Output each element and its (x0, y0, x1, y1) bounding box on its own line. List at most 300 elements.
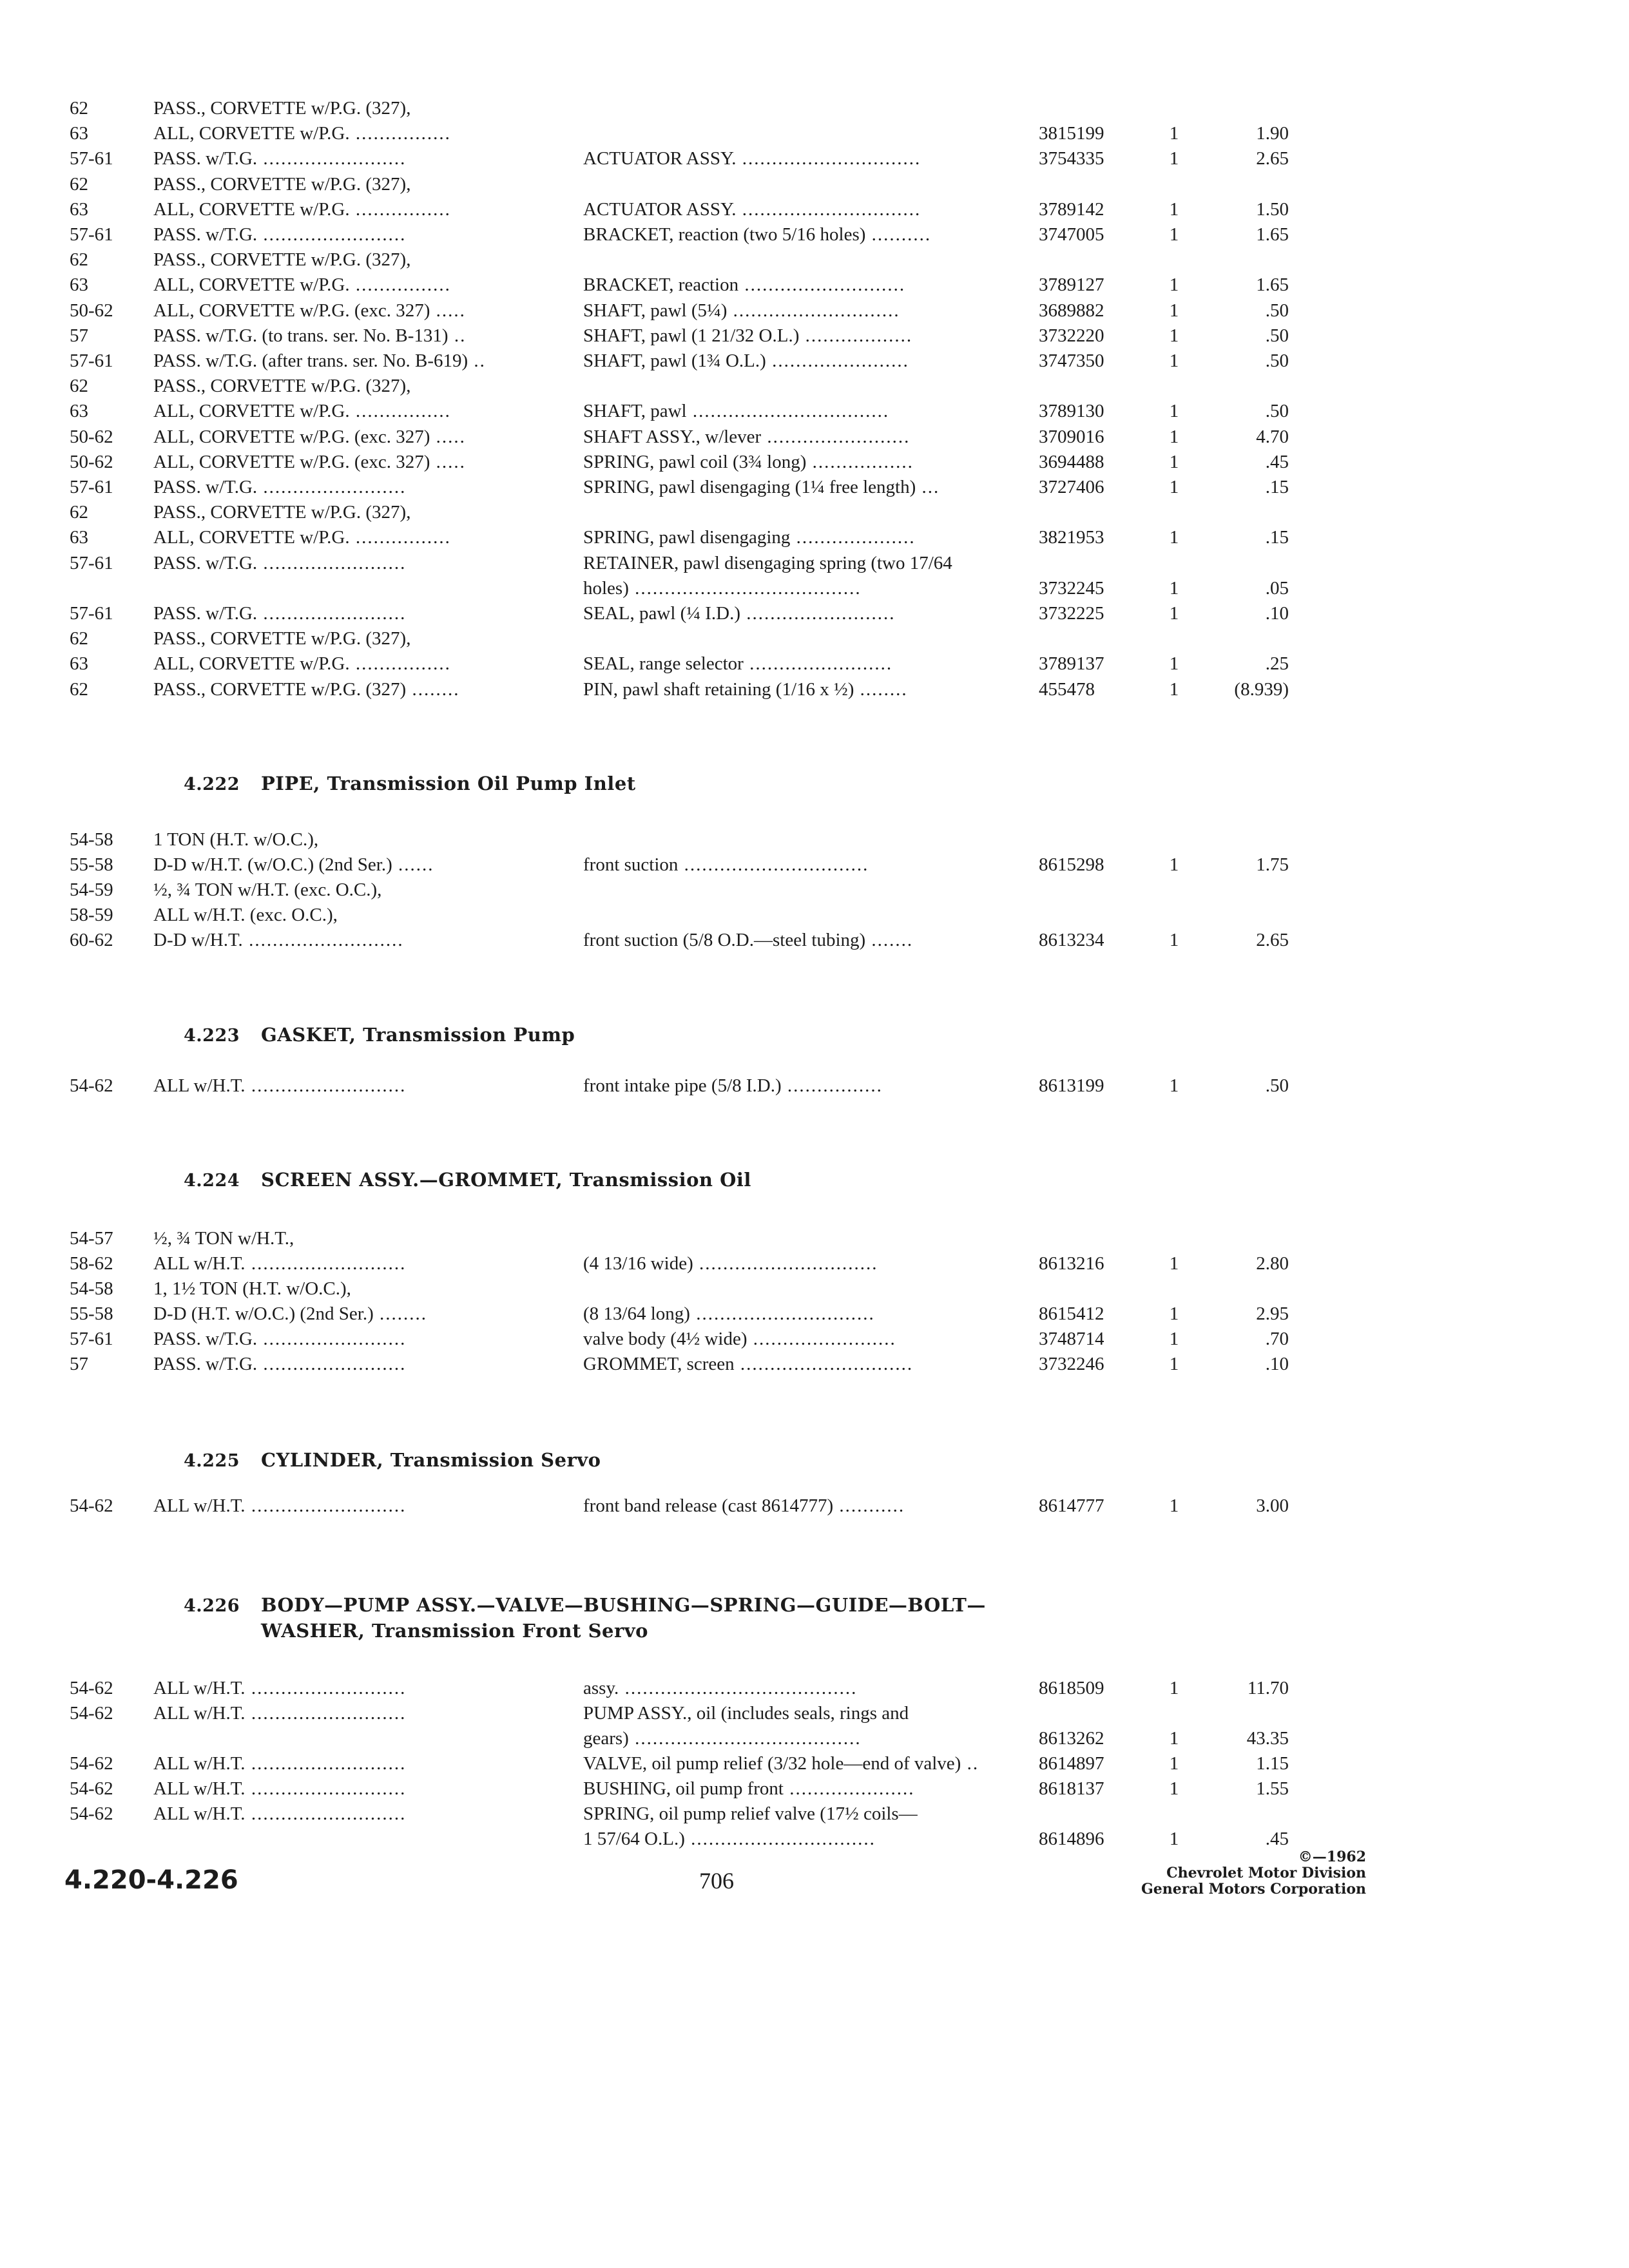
leader-dots: ........................ (257, 603, 407, 624)
model-years: 55-58 (70, 1303, 113, 1324)
part-description: SPRING, pawl disengaging (1¼ free length) ... (583, 477, 940, 497)
part-number: 3815199 (1039, 123, 1104, 144)
quantity: 1 (1169, 1829, 1179, 1849)
leader-dots: ....................... (766, 351, 909, 371)
part-description: ACTUATOR ASSY. .............................. (583, 198, 921, 220)
parts-row (0, 877, 1629, 903)
parts-row (0, 1225, 1629, 1251)
section-title: PIPE, Transmission Oil Pump Inlet (261, 773, 636, 794)
model-years: 54-58 (70, 1278, 113, 1299)
leader-dots: .................. (799, 325, 913, 346)
leader-dots: .......... (865, 224, 932, 245)
list-price: .15 (1265, 527, 1289, 548)
section-title: SCREEN ASSY.—GROMMET, Transmission Oil (261, 1169, 751, 1191)
model-years: 57 (70, 325, 88, 346)
part-description: front band release (cast 8614777) ........... (583, 1495, 905, 1516)
leader-dots: ........................ (257, 477, 407, 497)
parts-row (0, 1351, 1629, 1377)
leader-dots: .......................... (245, 1678, 407, 1698)
part-number: 3789142 (1039, 198, 1104, 220)
list-price: 1.90 (1256, 123, 1289, 144)
model-application: ALL, CORVETTE w/P.G. ................ (153, 401, 451, 422)
part-number: 8613234 (1039, 930, 1104, 950)
leader-dots: ...... (392, 854, 434, 875)
leader-dots: .................... (790, 527, 916, 548)
list-price: .25 (1265, 653, 1289, 675)
list-price: 2.65 (1256, 930, 1289, 950)
quantity: 1 (1169, 148, 1179, 169)
part-description: front suction (5/8 O.D.—steel tubing) ....... (583, 930, 914, 950)
leader-dots: ....................................... (619, 1678, 858, 1698)
quantity: 1 (1169, 930, 1179, 950)
leader-dots: .......................... (245, 1253, 407, 1274)
quantity: 1 (1169, 1778, 1179, 1799)
model-years: 58-62 (70, 1253, 113, 1274)
model-application: D-D (H.T. w/O.C.) (2nd Ser.) ........ (153, 1303, 428, 1324)
quantity: 1 (1169, 653, 1179, 675)
parts-row (0, 120, 1629, 146)
leader-dots: .............................. (693, 1253, 878, 1274)
leader-dots: .......................... (245, 1778, 407, 1799)
list-price: 4.70 (1256, 426, 1289, 447)
model-application: ALL w/H.T. .......................... (153, 1703, 407, 1724)
list-price: .50 (1265, 401, 1289, 422)
parts-row (0, 550, 1629, 576)
model-years: 54-58 (70, 829, 113, 850)
part-number: 3727406 (1039, 477, 1104, 497)
parts-row (0, 348, 1629, 374)
part-description: BUSHING, oil pump front ..................... (583, 1778, 915, 1799)
model-years: 62 (70, 98, 88, 119)
section-heading (184, 770, 636, 798)
model-years: 63 (70, 527, 88, 548)
part-number: 8613262 (1039, 1728, 1104, 1749)
publisher-credit (1095, 1849, 1366, 1898)
leader-dots: ............................... (678, 854, 869, 875)
model-years: 57 (70, 1354, 88, 1374)
model-years: 62 (70, 173, 88, 195)
leader-dots: ........ (854, 678, 908, 700)
leader-dots: ................ (781, 1075, 883, 1096)
leader-dots: ........................ (257, 1329, 407, 1349)
parts-row (0, 1301, 1629, 1327)
list-price: .70 (1265, 1329, 1289, 1349)
model-application: 1 TON (H.T. w/O.C.), (153, 829, 319, 850)
model-application: ALL, CORVETTE w/P.G. (exc. 327) ..... (153, 426, 466, 447)
part-description: holes) ...................................... (583, 577, 862, 599)
list-price: .05 (1265, 577, 1289, 599)
parts-row (0, 1073, 1629, 1099)
model-application: PASS. w/T.G. ........................ (153, 1354, 407, 1374)
quantity: 1 (1169, 198, 1179, 220)
parts-row (0, 398, 1629, 424)
leader-dots: ................ (349, 527, 451, 548)
list-price: 1.55 (1256, 1778, 1289, 1799)
part-description: front suction ............................... (583, 854, 869, 875)
part-description: 1 57/64 O.L.) ............................... (583, 1829, 876, 1849)
leader-dots: ........ (373, 1303, 428, 1324)
parts-row (0, 474, 1629, 500)
model-years: 54-59 (70, 879, 113, 900)
quantity: 1 (1169, 1753, 1179, 1774)
part-description: BRACKET, reaction ........................... (583, 274, 906, 296)
model-application: ALL w/H.T. .......................... (153, 1495, 407, 1516)
quantity: 1 (1169, 603, 1179, 624)
model-application: ½, ¾ TON w/H.T., (153, 1228, 294, 1249)
parts-row (0, 601, 1629, 626)
leader-dots: ................ (349, 274, 451, 296)
model-years: 57-61 (70, 224, 113, 245)
section-number: 4.222 (184, 774, 240, 794)
list-price: .15 (1265, 477, 1289, 497)
division: Chevrolet Motor Division (1166, 1865, 1366, 1881)
model-application: ALL, CORVETTE w/P.G. ................ (153, 274, 451, 296)
leader-dots: ...................................... (628, 577, 862, 599)
model-years: 50-62 (70, 300, 113, 321)
model-years: 63 (70, 653, 88, 675)
model-years: 62 (70, 628, 88, 649)
section-title: CYLINDER, Transmission Servo (261, 1449, 601, 1471)
parts-row (0, 323, 1629, 349)
model-application: ALL w/H.T. (exc. O.C.), (153, 905, 338, 925)
part-number: 8615412 (1039, 1303, 1104, 1324)
model-application: ALL, CORVETTE w/P.G. ................ (153, 198, 451, 220)
section-heading-line-2 (261, 1617, 648, 1644)
part-number: 8618509 (1039, 1678, 1104, 1698)
leader-dots: ........... (833, 1495, 905, 1516)
part-number: 8613199 (1039, 1075, 1104, 1096)
model-years: 54-62 (70, 1703, 113, 1724)
model-application: PASS. w/T.G. ........................ (153, 148, 407, 169)
parts-row (0, 1251, 1629, 1276)
leader-dots: .......................... (245, 1703, 407, 1724)
section-heading (184, 1021, 575, 1050)
part-number: 8615298 (1039, 854, 1104, 875)
leader-dots: .......................... (245, 1075, 407, 1096)
quantity: 1 (1169, 224, 1179, 245)
list-price: 1.50 (1256, 198, 1289, 220)
section-heading (184, 1166, 751, 1195)
quantity: 1 (1169, 1075, 1179, 1096)
parts-row (0, 272, 1629, 298)
model-application: PASS., CORVETTE w/P.G. (327), (153, 173, 411, 195)
leader-dots: ........ (406, 678, 460, 700)
part-number: 3754335 (1039, 148, 1104, 169)
list-price: 2.65 (1256, 148, 1289, 169)
model-years: 57-61 (70, 603, 113, 624)
list-price: (8.939) (1234, 678, 1289, 700)
part-number: 8614897 (1039, 1753, 1104, 1774)
model-years: 57-61 (70, 148, 113, 169)
parts-row (0, 171, 1629, 197)
parts-row (0, 651, 1629, 677)
part-description: SEAL, pawl (¼ I.D.) ......................... (583, 603, 896, 624)
quantity: 1 (1169, 1303, 1179, 1324)
parts-row (0, 902, 1629, 928)
part-number: 3747005 (1039, 224, 1104, 245)
quantity: 1 (1169, 325, 1179, 346)
parts-row (0, 1826, 1629, 1852)
quantity: 1 (1169, 1678, 1179, 1698)
model-years: 50-62 (70, 451, 113, 472)
list-price: .45 (1265, 451, 1289, 472)
model-years: 62 (70, 376, 88, 397)
quantity: 1 (1169, 1253, 1179, 1274)
leader-dots: ................ (349, 401, 451, 422)
parts-row (0, 247, 1629, 273)
part-number: 3732246 (1039, 1354, 1104, 1374)
part-number: 3709016 (1039, 426, 1104, 447)
model-application: ALL, CORVETTE w/P.G. (exc. 327) ..... (153, 451, 466, 472)
model-application: D-D w/H.T. .......................... (153, 930, 404, 950)
model-application: PASS. w/T.G. ........................ (153, 603, 407, 624)
model-application: ½, ¾ TON w/H.T. (exc. O.C.), (153, 879, 382, 900)
leader-dots: .......................... (245, 1753, 407, 1774)
leader-dots: ................................. (686, 401, 890, 422)
part-number: 8618137 (1039, 1778, 1104, 1799)
leader-dots: ............................... (684, 1829, 876, 1849)
part-number: 3789130 (1039, 401, 1104, 422)
part-description: SPRING, pawl coil (3¾ long) ................. (583, 451, 914, 472)
list-price: 2.80 (1256, 1253, 1289, 1274)
parts-row (0, 298, 1629, 323)
part-number: 3689882 (1039, 300, 1104, 321)
leader-dots: .. (448, 325, 467, 346)
section-number: 4.225 (184, 1451, 240, 1471)
part-number: 455478 (1039, 678, 1095, 700)
part-number: 8613216 (1039, 1253, 1104, 1274)
section-number: 4.223 (184, 1026, 240, 1046)
parts-row (0, 927, 1629, 953)
leader-dots: ........................ (257, 224, 407, 245)
model-application: PASS. w/T.G. (to trans. ser. No. B-131) .. (153, 325, 467, 346)
part-description: BRACKET, reaction (two 5/16 holes) .......... (583, 224, 932, 245)
list-price: 1.15 (1256, 1753, 1289, 1774)
section-heading (184, 1446, 601, 1475)
model-application: PASS. w/T.G. ........................ (153, 224, 407, 245)
parts-row (0, 424, 1629, 450)
model-application: PASS. w/T.G. (after trans. ser. No. B-619) .. (153, 351, 486, 371)
part-description: assy. ....................................... (583, 1678, 858, 1698)
section-range: 4.220-4.226 (64, 1865, 238, 1895)
quantity: 1 (1169, 854, 1179, 875)
model-years: 55-58 (70, 854, 113, 875)
leader-dots: ........................ (743, 653, 893, 675)
leader-dots: ........................ (747, 1329, 896, 1349)
part-description: SHAFT, pawl (1¾ O.L.) ....................... (583, 351, 909, 371)
parts-row (0, 146, 1629, 171)
model-application: PASS. w/T.G. ........................ (153, 1329, 407, 1349)
list-price: .50 (1265, 300, 1289, 321)
section-title: GASKET, Transmission Pump (261, 1024, 575, 1046)
list-price: .50 (1265, 325, 1289, 346)
section-heading (184, 1591, 986, 1620)
list-price: .50 (1265, 1075, 1289, 1096)
model-years: 54-62 (70, 1753, 113, 1774)
quantity: 1 (1169, 351, 1179, 371)
model-application: ALL w/H.T. .......................... (153, 1803, 407, 1824)
section-number: 4.224 (184, 1171, 240, 1191)
model-application: ALL w/H.T. .......................... (153, 1753, 407, 1774)
leader-dots: ........................ (257, 552, 407, 573)
model-years: 54-62 (70, 1778, 113, 1799)
quantity: 1 (1169, 678, 1179, 700)
list-price: .10 (1265, 603, 1289, 624)
list-price: 1.65 (1256, 224, 1289, 245)
parts-row (0, 1326, 1629, 1352)
leader-dots: ..... (430, 426, 466, 447)
list-price: 3.00 (1256, 1495, 1289, 1516)
leader-dots: ........................ (257, 1354, 407, 1374)
list-price: 43.35 (1246, 1728, 1289, 1749)
model-years: 54-62 (70, 1803, 113, 1824)
model-application: PASS., CORVETTE w/P.G. (327), (153, 628, 411, 649)
leader-dots: ................ (349, 198, 451, 220)
leader-dots: ..................... (783, 1778, 915, 1799)
copyright: ©—1962 (1298, 1849, 1366, 1865)
model-years: 62 (70, 249, 88, 271)
parts-row (0, 1276, 1629, 1302)
model-application: PASS., CORVETTE w/P.G. (327), (153, 502, 411, 523)
model-application: PASS., CORVETTE w/P.G. (327), (153, 98, 411, 119)
part-number: 3821953 (1039, 527, 1104, 548)
quantity: 1 (1169, 477, 1179, 497)
model-application: ALL, CORVETTE w/P.G. ................ (153, 653, 451, 675)
parts-row (0, 626, 1629, 651)
leader-dots: ................. (806, 451, 914, 472)
part-description: SHAFT, pawl (1 21/32 O.L.) .................. (583, 325, 913, 346)
part-description: SPRING, pawl disengaging .................... (583, 527, 916, 548)
list-price: .45 (1265, 1829, 1289, 1849)
leader-dots: .............................. (689, 1303, 875, 1324)
parts-row (0, 1493, 1629, 1519)
part-description: ACTUATOR ASSY. .............................. (583, 148, 921, 169)
leader-dots: ............................ (727, 300, 900, 321)
list-price: .50 (1265, 351, 1289, 371)
leader-dots: ................ (349, 653, 451, 675)
model-years: 63 (70, 274, 88, 296)
parts-row (0, 575, 1629, 601)
model-application: ALL w/H.T. .......................... (153, 1253, 407, 1274)
part-number: 8614777 (1039, 1495, 1104, 1516)
list-price: 2.95 (1256, 1303, 1289, 1324)
parts-row (0, 1776, 1629, 1802)
leader-dots: ....... (865, 930, 914, 950)
leader-dots: ........................ (257, 148, 407, 169)
model-years: 63 (70, 198, 88, 220)
parts-row (0, 1725, 1629, 1751)
part-description: PUMP ASSY., oil (includes seals, rings and (583, 1703, 909, 1724)
part-description: valve body (4½ wide) ........................ (583, 1329, 896, 1349)
model-years: 57-61 (70, 1329, 113, 1349)
leader-dots: ... (916, 477, 940, 497)
part-number: 3747350 (1039, 351, 1104, 371)
leader-dots: .......................... (245, 1803, 407, 1824)
part-description: SPRING, oil pump relief valve (17½ coils— (583, 1803, 918, 1824)
parts-row (0, 95, 1629, 121)
model-years: 63 (70, 401, 88, 422)
part-description: (4 13/16 wide) .............................. (583, 1253, 878, 1274)
part-number: 3694488 (1039, 451, 1104, 472)
corporation: General Motors Corporation (1141, 1881, 1366, 1898)
leader-dots: ........................... (738, 274, 906, 296)
part-number: 3789137 (1039, 653, 1104, 675)
part-number: 3789127 (1039, 274, 1104, 296)
model-application: ALL w/H.T. .......................... (153, 1075, 407, 1096)
model-application: D-D w/H.T. (w/O.C.) (2nd Ser.) ...... (153, 854, 434, 875)
model-years: 60-62 (70, 930, 113, 950)
model-application: ALL, CORVETTE w/P.G. ................ (153, 527, 451, 548)
leader-dots: .............................. (736, 148, 921, 169)
part-number: 8614896 (1039, 1829, 1104, 1849)
quantity: 1 (1169, 1728, 1179, 1749)
model-years: 57-61 (70, 552, 113, 573)
model-years: 63 (70, 123, 88, 144)
part-description: front intake pipe (5/8 I.D.) ................ (583, 1075, 883, 1096)
leader-dots: .............................. (736, 198, 921, 220)
leader-dots: .......................... (242, 930, 404, 950)
quantity: 1 (1169, 1329, 1179, 1349)
model-application: PASS., CORVETTE w/P.G. (327), (153, 249, 411, 271)
parts-row (0, 827, 1629, 852)
leader-dots: .. (961, 1753, 979, 1774)
part-number: 3732220 (1039, 325, 1104, 346)
parts-row (0, 449, 1629, 475)
leader-dots: ..... (430, 300, 466, 321)
model-years: 62 (70, 502, 88, 523)
quantity: 1 (1169, 426, 1179, 447)
model-application: PASS., CORVETTE w/P.G. (327), (153, 376, 411, 397)
part-description: SEAL, range selector ........................ (583, 653, 893, 675)
model-application: PASS., CORVETTE w/P.G. (327) ........ (153, 678, 460, 700)
section-title-continued: WASHER, Transmission Front Servo (261, 1620, 648, 1642)
model-application: ALL, CORVETTE w/P.G. (exc. 327) ..... (153, 300, 466, 321)
part-description: PIN, pawl shaft retaining (1/16 x ½) ........ (583, 678, 908, 700)
model-years: 57-61 (70, 351, 113, 371)
list-price: 1.65 (1256, 274, 1289, 296)
quantity: 1 (1169, 300, 1179, 321)
model-application: ALL, CORVETTE w/P.G. ................ (153, 123, 451, 144)
parts-row (0, 524, 1629, 550)
part-number: 3732225 (1039, 603, 1104, 624)
part-description: gears) ...................................... (583, 1728, 862, 1749)
leader-dots: ..... (430, 451, 466, 472)
list-price: 11.70 (1247, 1678, 1289, 1698)
model-application: ALL w/H.T. .......................... (153, 1778, 407, 1799)
section-number: 4.226 (184, 1596, 240, 1616)
quantity: 1 (1169, 401, 1179, 422)
parts-row (0, 1801, 1629, 1827)
model-application: ALL w/H.T. .......................... (153, 1678, 407, 1698)
parts-row (0, 852, 1629, 878)
part-number: 3748714 (1039, 1329, 1104, 1349)
parts-row (0, 677, 1629, 702)
parts-row (0, 197, 1629, 222)
section-title: BODY—PUMP ASSY.—VALVE—BUSHING—SPRING—GUIDE—BOLT— (261, 1594, 986, 1616)
part-description: SHAFT, pawl ................................. (583, 401, 890, 422)
part-description: GROMMET, screen ............................. (583, 1354, 914, 1374)
quantity: 1 (1169, 274, 1179, 296)
model-years: 58-59 (70, 905, 113, 925)
leader-dots: ............................. (734, 1354, 914, 1374)
model-application: PASS. w/T.G. ........................ (153, 552, 407, 573)
leader-dots: .. (468, 351, 486, 371)
parts-row (0, 1675, 1629, 1701)
parts-row (0, 222, 1629, 247)
leader-dots: .......................... (245, 1495, 407, 1516)
quantity: 1 (1169, 1495, 1179, 1516)
page-number: 706 (699, 1868, 734, 1894)
